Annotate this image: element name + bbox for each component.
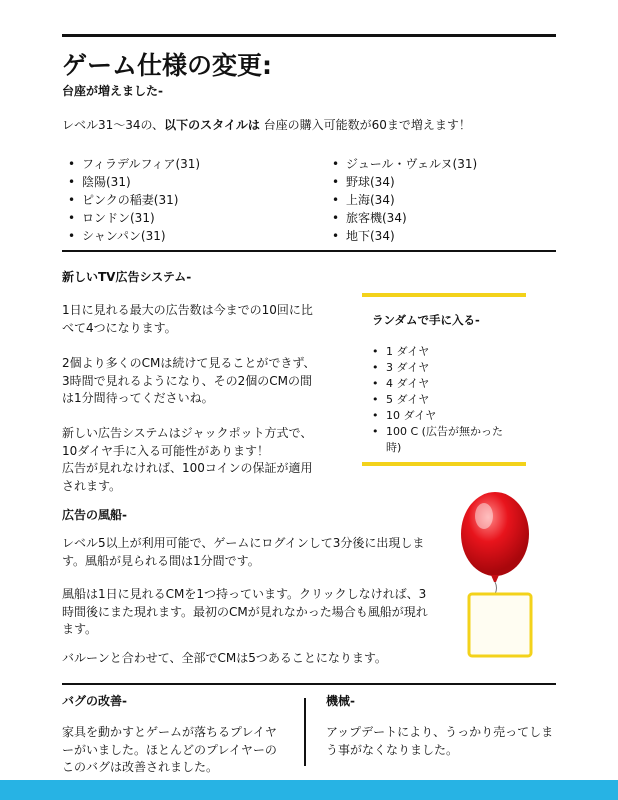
list-item: • ジュール・ヴェルヌ(31) [326,155,556,173]
bug-fix-heading: バグの改善- [62,694,127,708]
machine-paragraph [326,724,558,759]
list-item [372,424,532,456]
list-item: • 上海(34) [326,191,556,209]
list-item: • 3 ダイヤ [372,360,532,376]
list-item: • ロンドン(31) [62,209,302,227]
balloon-paragraph-1 [62,535,442,570]
section-rule [62,683,556,685]
pedestal-intro-suffix: 台座の購入可能数が60まで増えます！ [259,118,471,132]
pedestal-intro-bold: 以下のスタイルは [164,118,260,132]
balloon-paragraph-3: バルーンと合わせて、全部でCMは5つあることになります。 [62,651,387,665]
text-line: 10ダイヤ手に入る可能性があります！ [62,443,270,458]
text-line: アップデートにより、うっかり売ってしま [326,725,554,739]
prize-box-top-bar [362,293,526,297]
list-item: • 地下(34) [326,227,556,245]
text-line: 1日に見れる最大の広告数は今までの10回に比 [62,303,313,317]
text-line: されます。 [62,478,122,493]
text-line: 広告が見れなければ、100コインの保証が適用 [62,461,313,475]
top-rule [62,34,556,37]
text-line: す。風船が見られる間は1分間です。 [62,553,260,568]
prize-box-bottom-bar [362,462,526,466]
list-item: • シャンパン(31) [62,227,302,245]
text-line: 100 C (広告が無かった [386,425,503,438]
balloon-icon [440,490,570,670]
text-line: 時) [386,441,402,454]
pedestal-list-left [62,155,302,245]
list-item: • 1 ダイヤ [372,344,532,360]
list-item: • 旅客機(34) [326,209,556,227]
machine-heading: 機械- [326,694,355,708]
list-item: • フィラデルフィア(31) [62,155,302,173]
bug-fix-paragraph [62,724,297,777]
page-title: ゲーム仕様の変更: [62,51,272,80]
list-item: • 5 ダイヤ [372,392,532,408]
tv-ads-paragraph-2 [62,355,352,408]
tv-ads-heading: 新しいTV広告システム- [62,270,192,284]
list-item: • ピンクの稲妻(31) [62,191,302,209]
tv-ads-paragraph-3 [62,425,352,495]
text-line: 3時間で見れるようになり、その2個のCMの間 [62,373,313,388]
text-line: レベル5以上が利用可能で、ゲームにログインして3分後に出現しま [62,536,425,550]
pedestal-intro-prefix: レベル31〜34の、 [62,118,165,132]
list-item: • 10 ダイヤ [372,408,532,424]
list-item: • 陰陽(31) [62,173,302,191]
text-line: 2個より多くのCMは続けて見ることができず、 [62,356,316,370]
pedestal-intro [62,117,471,135]
text-line: 風船は1日に見れるCMを1つ持っています。クリックしなければ、3 [62,587,427,601]
text-line: 時間後にまた現れます。最初のCMが見れなかった場合も風船が現れ [62,604,428,619]
pedestal-heading: 台座が増えました- [62,84,163,98]
prize-list [372,344,532,456]
balloon-paragraph-2 [62,586,442,639]
prize-box-heading: ランダムで手に入る- [372,313,480,327]
footer-bar [0,780,618,800]
text-line: は1分間待ってくださいね。 [62,391,214,405]
text-line: 家具を動かすとゲームが落ちるプレイヤ [62,725,277,739]
balloon-heading: 広告の風船- [62,508,127,522]
text-line: このバグは改善されました。 [62,760,219,774]
text-line: 新しい広告システムはジャックポット方式で、 [62,426,313,440]
text-line: ます。 [62,622,98,636]
pedestal-list-right [326,155,556,245]
text-line: う事がなくなりました。 [326,742,459,757]
text-line: べて4つになります。 [62,320,177,335]
list-item: • 野球(34) [326,173,556,191]
list-item: • 4 ダイヤ [372,376,532,392]
column-divider [304,698,306,766]
section-rule [62,250,556,252]
tv-ads-paragraph-1 [62,302,352,337]
text-line: ーがいました。ほとんどのプレイヤーの [62,742,277,757]
